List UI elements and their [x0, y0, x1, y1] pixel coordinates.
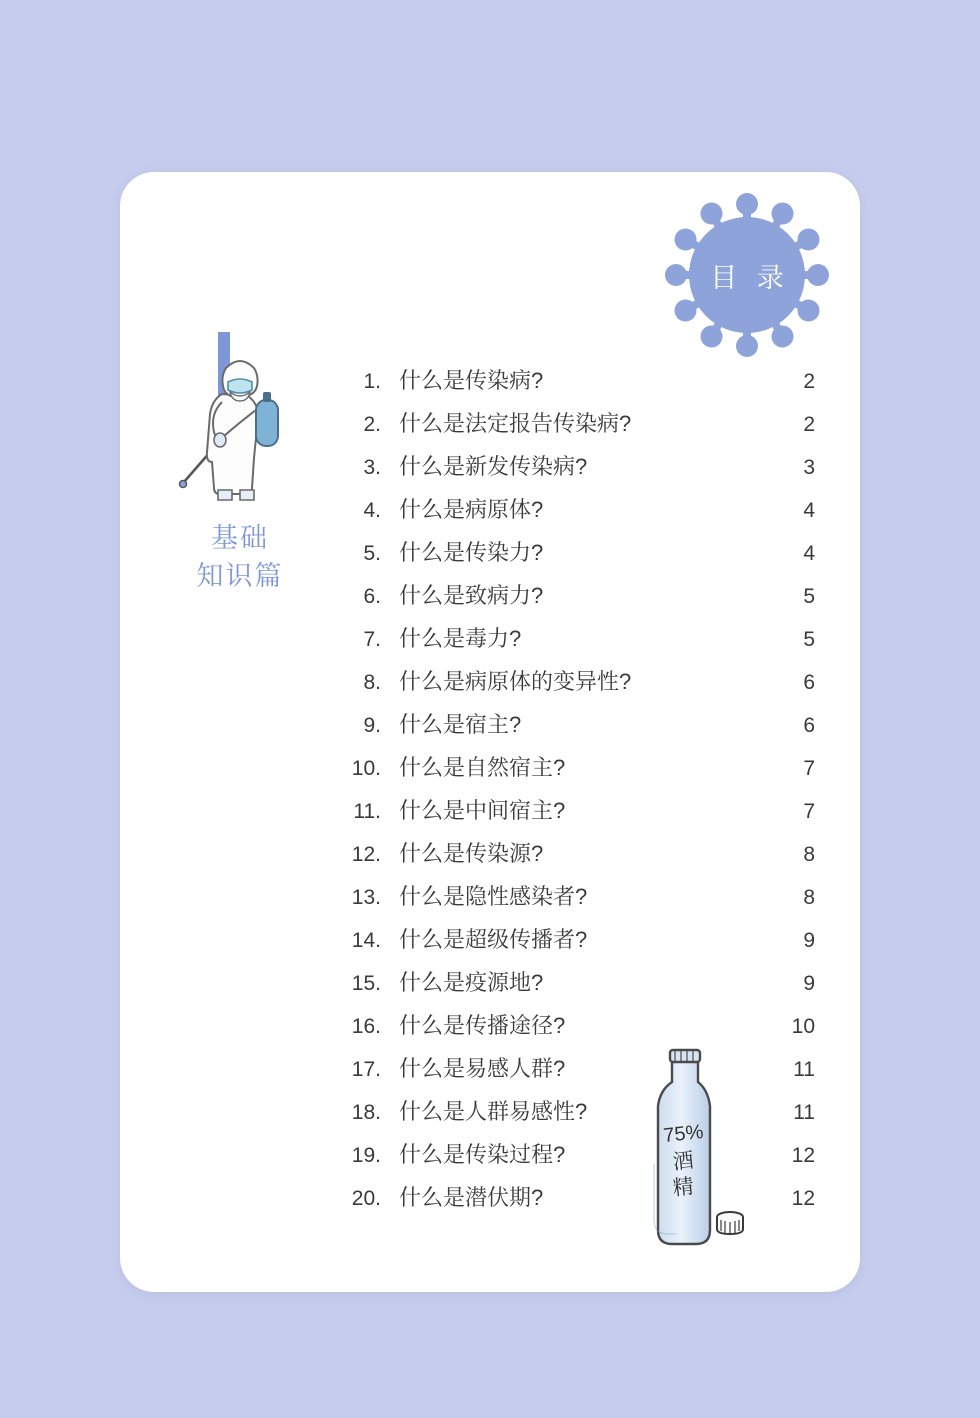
- toc-number: 4.: [363, 499, 381, 522]
- page-title: 目 录: [710, 262, 790, 293]
- toc-page-number: 6: [803, 671, 815, 694]
- toc-number: 18.: [351, 1101, 381, 1124]
- toc-page-number: 11: [793, 1101, 815, 1124]
- toc-number: 20.: [351, 1187, 381, 1210]
- toc-number: 5.: [363, 542, 381, 565]
- toc-title: 什么是传播途径?: [399, 1013, 566, 1038]
- toc-title: 什么是传染力?: [399, 540, 544, 565]
- toc-page-number: 4: [803, 499, 815, 522]
- toc-number: 10.: [351, 757, 381, 780]
- toc-entry[interactable]: [335, 966, 815, 1009]
- toc-entry[interactable]: [335, 450, 815, 493]
- toc-page-number: 2: [803, 413, 815, 436]
- toc-title: 什么是传染病?: [399, 368, 544, 393]
- svg-text:75%: 75%: [662, 1121, 705, 1148]
- section-label: [160, 519, 320, 595]
- toc-page-number: 12: [791, 1187, 815, 1210]
- toc-number: 17.: [351, 1058, 381, 1081]
- toc-number: 8.: [363, 671, 381, 694]
- toc-page-number: 7: [803, 757, 815, 780]
- toc-entry[interactable]: [335, 837, 815, 880]
- toc-page-number: 5: [803, 628, 815, 651]
- toc-title: 什么是病原体的变异性?: [399, 669, 632, 694]
- toc-title: 什么是隐性感染者?: [399, 884, 588, 909]
- toc-entry[interactable]: [335, 579, 815, 622]
- toc-number: 19.: [351, 1144, 381, 1167]
- toc-entry[interactable]: [335, 407, 815, 450]
- toc-title: 什么是传染源?: [399, 841, 544, 866]
- toc-entry[interactable]: [335, 751, 815, 794]
- virus-core: [689, 217, 805, 333]
- toc-title: 什么是宿主?: [399, 712, 522, 737]
- toc-entry[interactable]: [335, 923, 815, 966]
- toc-number: 2.: [363, 413, 381, 436]
- toc-title: 什么是病原体?: [399, 497, 544, 522]
- hazmat-worker-illustration: [160, 332, 320, 507]
- toc-page-number: 2: [803, 370, 815, 393]
- document-page: [120, 172, 860, 1292]
- toc-title: 什么是人群易感性?: [399, 1099, 588, 1124]
- toc-entry[interactable]: [335, 794, 815, 837]
- toc-entry[interactable]: [335, 364, 815, 407]
- toc-title: 什么是自然宿主?: [399, 755, 566, 780]
- toc-title: 什么是毒力?: [399, 626, 522, 651]
- bottle-cap-icon: [710, 1204, 750, 1244]
- toc-title: 什么是超级传播者?: [399, 927, 588, 952]
- section-label-line2: 知识篇: [196, 561, 284, 591]
- toc-title: 什么是易感人群?: [399, 1056, 566, 1081]
- toc-page-number: 10: [791, 1015, 815, 1038]
- toc-page-number: 5: [803, 585, 815, 608]
- toc-page-number: 7: [803, 800, 815, 823]
- toc-title: 什么是传染过程?: [399, 1142, 566, 1167]
- toc-title: 什么是疫源地?: [399, 970, 544, 995]
- toc-title: 什么是潜伏期?: [399, 1185, 544, 1210]
- toc-title: 什么是法定报告传染病?: [399, 411, 632, 436]
- toc-entry[interactable]: [335, 665, 815, 708]
- toc-number: 6.: [363, 585, 381, 608]
- toc-entry[interactable]: [335, 493, 815, 536]
- toc-title: 什么是致病力?: [399, 583, 544, 608]
- toc-number: 7.: [363, 628, 381, 651]
- svg-text:精: 精: [671, 1175, 695, 1201]
- toc-title: 什么是中间宿主?: [399, 798, 566, 823]
- toc-page-number: 3: [803, 456, 815, 479]
- toc-page-number: 6: [803, 714, 815, 737]
- section-block: [160, 332, 320, 595]
- toc-entry[interactable]: [335, 536, 815, 579]
- toc-number: 16.: [351, 1015, 381, 1038]
- toc-number: 13.: [351, 886, 381, 909]
- toc-page-number: 12: [791, 1144, 815, 1167]
- toc-number: 1.: [363, 370, 381, 393]
- toc-title: 什么是新发传染病?: [399, 454, 588, 479]
- toc-entry[interactable]: [335, 622, 815, 665]
- toc-page-number: 9: [803, 929, 815, 952]
- toc-number: 15.: [351, 972, 381, 995]
- toc-page-number: 8: [803, 886, 815, 909]
- virus-badge: [662, 190, 832, 360]
- toc-number: 9.: [363, 714, 381, 737]
- toc-number: 3.: [363, 456, 381, 479]
- svg-text:酒: 酒: [671, 1149, 695, 1175]
- toc-entry[interactable]: [335, 880, 815, 923]
- toc-page-number: 11: [793, 1058, 815, 1081]
- toc-number: 12.: [351, 843, 381, 866]
- toc-number: 14.: [351, 929, 381, 952]
- toc-page-number: 9: [803, 972, 815, 995]
- hazmat-worker-icon: [160, 332, 320, 507]
- toc-page-number: 8: [803, 843, 815, 866]
- section-label-line1: 基础: [211, 523, 269, 553]
- toc-entry[interactable]: [335, 708, 815, 751]
- toc-number: 11.: [353, 800, 381, 823]
- toc-page-number: 4: [803, 542, 815, 565]
